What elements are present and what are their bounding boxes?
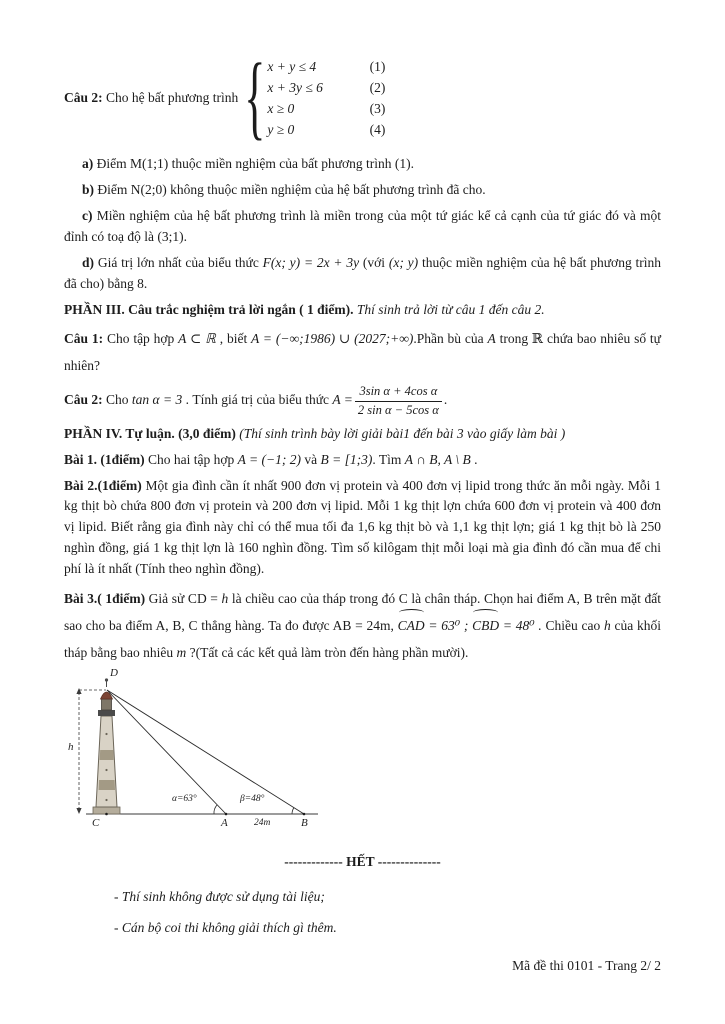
bai1-label: Bài 1. (1điểm) [64,451,145,467]
phan3-cau1-text: trong ℝ chứa bao nhiêu số tự nhiên? [64,331,662,374]
exam-note: - Thí sinh không được sử dụng tài liệu; [114,889,325,905]
bai3-text: của khối tháp bằng bao nhiêu [64,618,661,661]
inequality-expr: x + y ≤ 4 [267,59,317,74]
item-d [64,253,661,295]
phan3-cau2-label: Câu 2: [64,392,103,408]
bai3 [64,585,661,666]
inequality-row [267,98,385,119]
item-d-text: Giá trị lớn nhất của biểu thức [94,254,263,270]
phan4-heading-bold: PHẦN IV. Tự luận. (3,0 điểm) [64,425,236,441]
inequality-num: (1) [369,59,386,74]
bai3-math: m [176,645,187,661]
phan3-heading [64,300,661,321]
phan3-cau1-math: A ⊂ ℝ [178,331,216,347]
cau2-intro: Cho hệ bất phương trình [102,90,239,105]
phan3-cau1-label: Câu 1: [64,331,104,347]
item-a-text: Điểm M(1;1) thuộc miền nghiệm của bất phương trình (1). [93,156,415,171]
tower-figure [68,667,322,838]
point-c-label: C [92,817,100,830]
phan3-cau2-text: . Tính giá trị của biểu thức [182,392,333,408]
phan3-cau1-math: A = (−∞;1986) ∪ (2027;+∞) [251,331,414,347]
phan3-cau2-math: tan α = 3 [131,392,183,408]
inequality-system [244,50,385,146]
item-d-text: thuộc miền nghiệm của hệ bất phương trình đã cho) bằng 8. [64,254,661,291]
page-footer: Mã đề thi 0101 - Trang 2/ 2 [512,958,661,973]
angle-cbd: CBD [472,612,499,639]
phan3-cau2-math: A = [332,392,353,408]
bai3-math: h [604,618,611,634]
phan3-cau1-math: A [487,331,496,347]
bai3-math: = 48⁰ . [499,618,542,634]
inequality-expr: x + 3y ≤ 6 [267,80,323,95]
phan3-cau1-text: , biết [215,331,252,347]
point-d-label: D [110,667,118,680]
item-b-text: Điểm N(2;0) không thuộc miền nghiệm của hệ bất phương trình đã cho. [94,181,486,197]
exam-note: - Cán bộ coi thi không giải thích gì thêm. [114,920,337,935]
inequality-row [267,119,385,140]
bai2-label: Bài 2.(1điểm) [64,477,142,493]
system-brace [244,0,265,201]
tower-figure-svg [70,674,322,838]
inequality-row [267,56,385,77]
inequality-expr: y ≥ 0 [267,122,295,137]
bai1-math: A = (−1; 2) [237,451,301,467]
inequality-num: (3) [369,101,386,116]
phan3-heading-italic: Thí sinh trả lời từ câu 1 đến câu 2. [353,301,545,317]
system-equations [267,56,385,140]
het-divider: ------------- HẾT -------------- [284,854,441,870]
bai3-label: Bài 3.( 1điểm) [64,591,146,607]
bai3-text: là chiều cao của tháp trong đó C là chân tháp. Chọn hai điểm A, B trên mặt đất sao cho ba điểm A, B, C thẳng hàng. Ta đo được AB = 24m, [64,591,661,634]
item-d-formula: F(x; y) = 2x + 3y [262,254,360,270]
phan3-cau1-text: Cho tập hợp [103,331,179,347]
phan3-cau2-text: . [443,392,448,408]
fraction-numerator: 3sin α + 4cos α [355,384,442,402]
phan4-heading [64,424,661,445]
fraction [355,384,442,418]
item-a-label: a) [82,156,94,171]
item-b-label: b) [82,181,95,197]
item-d-formula: (x; y) [388,254,419,270]
item-d-label: d) [82,254,95,270]
beta-angle-label: β=48° [240,794,265,805]
phan4-heading-italic: (Thí sinh trình bày lời giải bài1 đến bài 3 vào giấy làm bài ) [235,425,566,441]
distance-24m-label: 24m [254,818,271,829]
fraction-denominator: 2 sin α − 5cos α [357,403,439,418]
bai3-text: Chiều cao [541,618,604,634]
item-c [64,206,661,248]
inequality-expr: x ≥ 0 [267,101,295,116]
item-a [64,154,661,175]
bai2 [64,476,661,581]
phan3-heading-bold: PHẦN III. Câu trắc nghiệm trả lời ngắn ( 1 điểm). [64,301,354,317]
height-h-label: h [68,741,74,754]
bai1 [64,450,661,471]
bai1-math: A ∩ B, A \ B [404,451,471,467]
bai3-math: = 63⁰ ; [424,618,473,634]
angle-cad: CAD [398,612,425,639]
bai1-text: . Tìm [372,451,405,467]
point-b-label: B [301,817,308,830]
bai1-text: . [470,451,478,467]
inequality-row [267,77,385,98]
inequality-num: (4) [369,122,386,137]
item-b [64,180,661,201]
alpha-angle-label: α=63° [172,794,197,805]
phan3-cau1-text: .Phần bù của [413,331,488,347]
bai1-text: và [300,451,321,467]
bai3-text: Giả sử CD = [145,591,222,607]
phan3-cau1 [64,325,661,379]
cau2-label: Câu 2: [64,90,103,105]
bai3-text: ?(Tất cả các kết quả làm tròn đến hàng phần mười). [186,645,469,661]
point-a-label: A [221,817,228,830]
phan3-cau2 [64,384,661,418]
cau2-heading [64,90,238,106]
item-c-label: c) [82,207,93,223]
phan3-cau2-text: Cho [102,392,132,408]
cau2-system-block [64,50,661,146]
bai3-math: h [221,591,229,607]
bai1-text: Cho hai tập hợp [144,451,238,467]
bai1-math: B = [1;3) [320,451,373,467]
inequality-num: (2) [369,80,386,95]
bai2-text: Một gia đình cần ít nhất 900 đơn vị protein và 400 đơn vị lipid trong thức ăn mỗi ngày. Mỗi 1 kg thịt bò chứa 800 đơn vị protein và 200 đơn vị lipid. Mỗi 1 kg thịt lợn chứa 600 đơn vị protein và 400 đơn vị lipid. Biết rằng gia đình này chỉ có thể mua tối đa 1,6 kg thịt bò và 1,1 kg thịt lợn; giá 1 kg thịt bò là 250 nghìn đồng, giá 1 kg thịt lợn là 160 nghìn đồng. Tìm số kilôgam thịt mỗi loại mà gia đình đó cần mua để chi phí là ít nhất (Tính theo nghìn đồng). [64,477,661,577]
item-d-text: (với [359,254,389,270]
item-c-text: Miền nghiệm của hệ bất phương trình là miền trong của một tứ giác kể cả cạnh của tứ giác đó và một đỉnh có toạ độ là (3;1). [64,207,661,244]
